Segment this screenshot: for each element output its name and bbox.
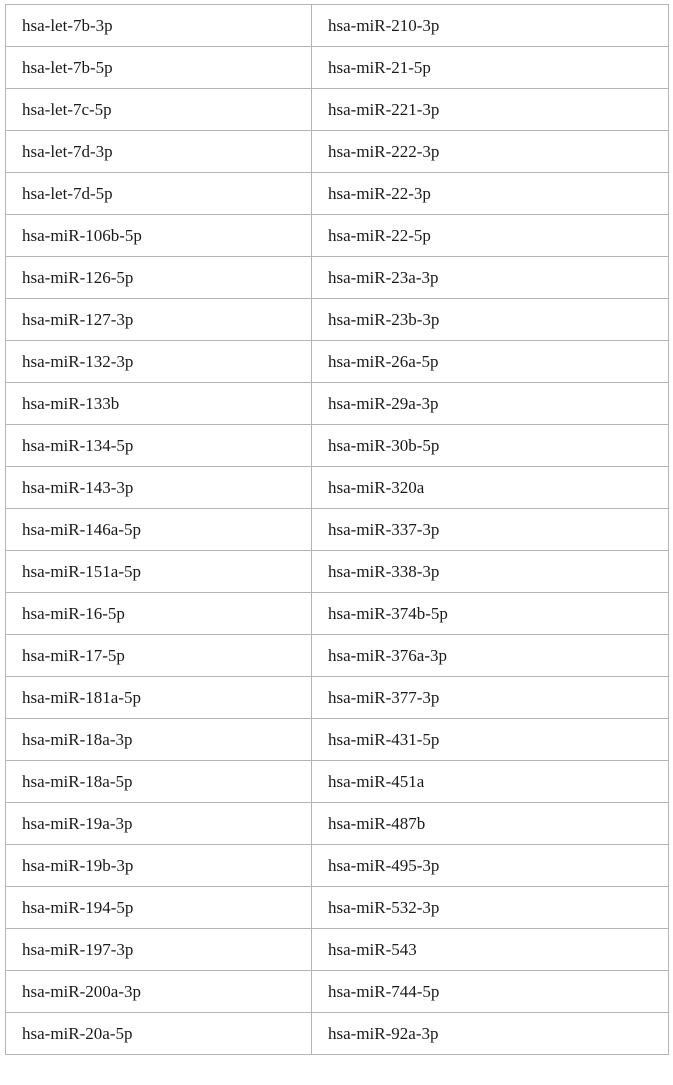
mirna-cell-left: hsa-miR-197-3p (6, 929, 312, 971)
mirna-cell-right: hsa-miR-92a-3p (312, 1013, 669, 1055)
mirna-cell-right: hsa-miR-374b-5p (312, 593, 669, 635)
mirna-cell-left: hsa-miR-132-3p (6, 341, 312, 383)
mirna-cell-left: hsa-miR-19a-3p (6, 803, 312, 845)
table-row (6, 551, 669, 593)
mirna-cell-right: hsa-miR-487b (312, 803, 669, 845)
mirna-cell-left: hsa-miR-18a-3p (6, 719, 312, 761)
mirna-cell-right: hsa-miR-210-3p (312, 5, 669, 47)
table-row (6, 257, 669, 299)
mirna-table (5, 4, 669, 1055)
mirna-cell-left: hsa-miR-126-5p (6, 257, 312, 299)
mirna-cell-right: hsa-miR-222-3p (312, 131, 669, 173)
mirna-cell-right: hsa-miR-451a (312, 761, 669, 803)
table-row (6, 299, 669, 341)
mirna-cell-left: hsa-let-7c-5p (6, 89, 312, 131)
table-row (6, 341, 669, 383)
mirna-cell-left: hsa-miR-134-5p (6, 425, 312, 467)
mirna-cell-right: hsa-miR-30b-5p (312, 425, 669, 467)
mirna-cell-right: hsa-miR-21-5p (312, 47, 669, 89)
table-row (6, 5, 669, 47)
table-row (6, 467, 669, 509)
mirna-cell-left: hsa-miR-20a-5p (6, 1013, 312, 1055)
mirna-cell-left: hsa-miR-19b-3p (6, 845, 312, 887)
mirna-cell-right: hsa-miR-320a (312, 467, 669, 509)
table-row (6, 425, 669, 467)
mirna-cell-left: hsa-miR-143-3p (6, 467, 312, 509)
mirna-cell-right: hsa-miR-23a-3p (312, 257, 669, 299)
table-row (6, 593, 669, 635)
mirna-cell-right: hsa-miR-26a-5p (312, 341, 669, 383)
mirna-cell-left: hsa-miR-106b-5p (6, 215, 312, 257)
mirna-cell-right: hsa-miR-377-3p (312, 677, 669, 719)
table-row (6, 509, 669, 551)
mirna-cell-right: hsa-miR-22-5p (312, 215, 669, 257)
mirna-cell-left: hsa-miR-151a-5p (6, 551, 312, 593)
mirna-cell-left: hsa-miR-16-5p (6, 593, 312, 635)
mirna-cell-right: hsa-miR-338-3p (312, 551, 669, 593)
table-row (6, 47, 669, 89)
table-row (6, 215, 669, 257)
mirna-cell-right: hsa-miR-376a-3p (312, 635, 669, 677)
table-row (6, 719, 669, 761)
mirna-cell-left: hsa-miR-181a-5p (6, 677, 312, 719)
table-row (6, 1013, 669, 1055)
table-row (6, 929, 669, 971)
table-row (6, 971, 669, 1013)
table-row (6, 803, 669, 845)
table-row (6, 131, 669, 173)
mirna-cell-left: hsa-miR-146a-5p (6, 509, 312, 551)
mirna-cell-left: hsa-let-7d-5p (6, 173, 312, 215)
mirna-cell-left: hsa-miR-127-3p (6, 299, 312, 341)
mirna-cell-right: hsa-miR-495-3p (312, 845, 669, 887)
mirna-cell-left: hsa-let-7b-3p (6, 5, 312, 47)
mirna-cell-left: hsa-miR-133b (6, 383, 312, 425)
mirna-cell-left: hsa-miR-194-5p (6, 887, 312, 929)
mirna-cell-left: hsa-let-7b-5p (6, 47, 312, 89)
table-row (6, 383, 669, 425)
table-row (6, 887, 669, 929)
table-row (6, 173, 669, 215)
mirna-cell-right: hsa-miR-221-3p (312, 89, 669, 131)
table-row (6, 89, 669, 131)
mirna-cell-right: hsa-miR-744-5p (312, 971, 669, 1013)
mirna-cell-right: hsa-miR-22-3p (312, 173, 669, 215)
mirna-cell-right: hsa-miR-532-3p (312, 887, 669, 929)
mirna-cell-right: hsa-miR-23b-3p (312, 299, 669, 341)
mirna-cell-right: hsa-miR-29a-3p (312, 383, 669, 425)
mirna-cell-right: hsa-miR-431-5p (312, 719, 669, 761)
mirna-cell-left: hsa-miR-200a-3p (6, 971, 312, 1013)
mirna-cell-right: hsa-miR-543 (312, 929, 669, 971)
mirna-cell-left: hsa-miR-17-5p (6, 635, 312, 677)
table-row (6, 761, 669, 803)
table-row (6, 677, 669, 719)
mirna-cell-left: hsa-miR-18a-5p (6, 761, 312, 803)
table-row (6, 845, 669, 887)
mirna-cell-left: hsa-let-7d-3p (6, 131, 312, 173)
table-row (6, 635, 669, 677)
mirna-cell-right: hsa-miR-337-3p (312, 509, 669, 551)
mirna-table-body (6, 5, 669, 1055)
